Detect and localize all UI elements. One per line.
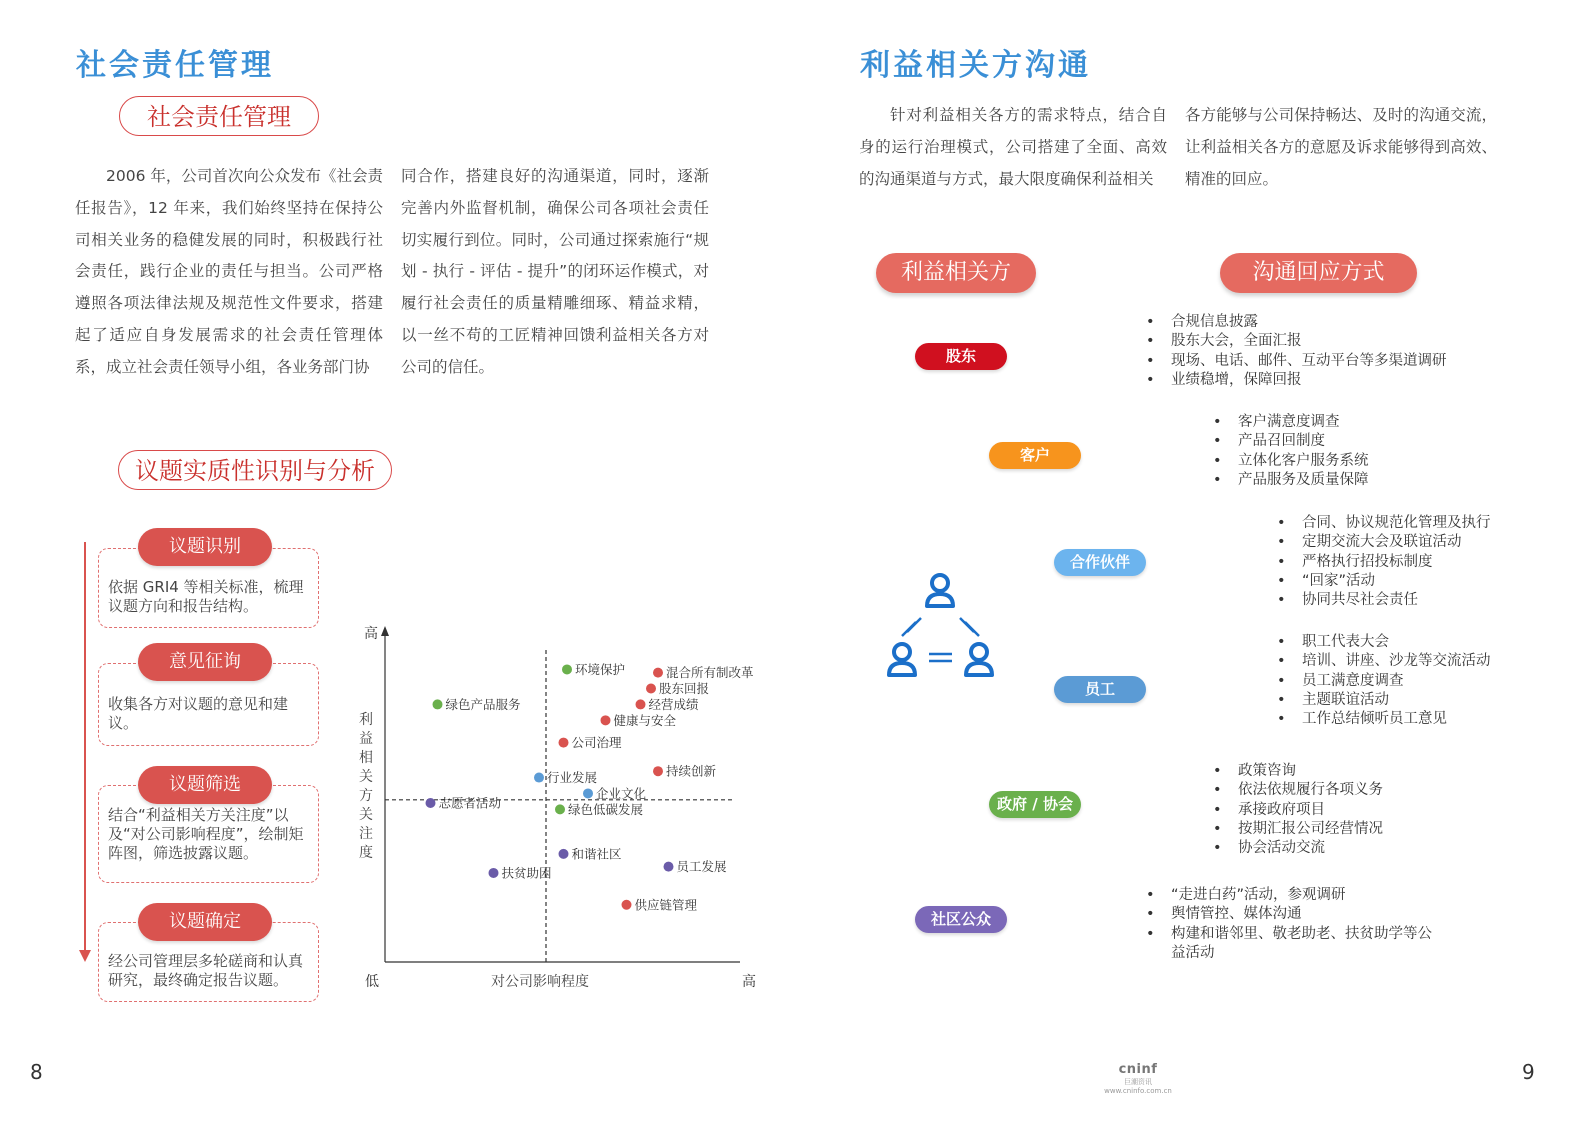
data-point-label: 员工发展 bbox=[676, 859, 727, 875]
step-label: 意见征询 bbox=[138, 643, 272, 681]
stakeholder-paragraph-col1: 针对利益相关各方的需求特点，结合自身的运行治理模式，公司搭建了全面、高效的沟通渠道与方式，最大限度确保利益相关 bbox=[859, 106, 1167, 188]
list-item: • 培训、讲座、沙龙等交流活动 bbox=[1274, 652, 1574, 671]
data-point-label: 供应链管理 bbox=[634, 897, 698, 913]
data-point-label: 绿色低碳发展 bbox=[568, 801, 644, 817]
step-description: 依据 GRI4 等相关标准，梳理议题方向和报告结构。 bbox=[108, 578, 304, 615]
data-point bbox=[534, 773, 544, 783]
data-point bbox=[664, 862, 674, 872]
people-network-icon bbox=[880, 566, 1000, 686]
left-page-title: 社会责任管理 bbox=[76, 48, 274, 83]
footer-sub: 巨潮资讯 bbox=[1124, 1078, 1152, 1086]
csr-paragraph-col2: 同合作，搭建良好的沟通渠道，同时，逐渐完善内外监督机制，确保公司各项社会责任切实履行到位。同时，公司通过探索施行“规划 - 执行 - 评估 - 提升”的闭环运作模式，对履行社会责任的质量精雕细琢、精益求精，以一丝不苟的工匠精神回馈利益相关各方对公司的信任。 bbox=[401, 167, 709, 376]
section-title-materiality: 议题实质性识别与分析 bbox=[118, 450, 392, 490]
stakeholder-community: 社区公众 bbox=[915, 906, 1007, 933]
list-item: • 严格执行招投标制度 bbox=[1274, 553, 1574, 572]
data-point bbox=[559, 849, 569, 859]
list-item: • 员工满意度调查 bbox=[1274, 672, 1574, 691]
list-item: • 产品服务及质量保障 bbox=[1210, 471, 1540, 490]
x-axis-title: 对公司影响程度 bbox=[491, 974, 589, 990]
y-axis-title: 利益相关方关注度 bbox=[359, 712, 373, 861]
y-axis-arrow bbox=[381, 626, 389, 636]
cninfo-logo bbox=[1098, 1062, 1178, 1095]
page-number-left: 8 bbox=[30, 1060, 43, 1084]
data-point-label: 和谐社区 bbox=[571, 846, 622, 862]
data-point-label: 经营成绩 bbox=[648, 696, 699, 712]
response-list-government bbox=[1210, 762, 1540, 858]
footer-url: www.cninfo.com.cn bbox=[1104, 1087, 1172, 1095]
list-item: • 业绩稳增，保障回报 bbox=[1143, 371, 1543, 390]
list-item: • 舆情管控、媒体沟通 bbox=[1143, 905, 1433, 924]
data-point bbox=[601, 715, 611, 725]
list-item: • 政策咨询 bbox=[1210, 762, 1540, 781]
header-response: 沟通回应方式 bbox=[1220, 253, 1417, 293]
page-number-right: 9 bbox=[1522, 1060, 1535, 1084]
data-point-label: 环境保护 bbox=[575, 661, 626, 677]
data-point-label: 行业发展 bbox=[547, 770, 598, 786]
step-description: 结合“利益相关方关注度”以及“对公司影响程度”，绘制矩阵图，筛选披露议题。 bbox=[108, 806, 304, 862]
y-axis-high-label: 高 bbox=[364, 626, 378, 642]
list-item: • 主题联谊活动 bbox=[1274, 691, 1574, 710]
list-item: • 协同共尽社会责任 bbox=[1274, 591, 1574, 610]
data-point bbox=[653, 668, 663, 678]
response-list-employee bbox=[1274, 633, 1574, 729]
data-point bbox=[646, 684, 656, 694]
data-point-label: 混合所有制改革 bbox=[666, 665, 754, 681]
section-title-csr: 社会责任管理 bbox=[119, 96, 319, 136]
step-description: 收集各方对议题的意见和建议。 bbox=[108, 695, 289, 732]
list-item: • 现场、电话、邮件、互动平台等多渠道调研 bbox=[1143, 352, 1543, 371]
data-point bbox=[622, 900, 632, 910]
step-label: 议题识别 bbox=[138, 528, 272, 566]
response-list-customer bbox=[1210, 413, 1540, 490]
step-label: 议题确定 bbox=[138, 903, 272, 941]
data-point-label: 股东回报 bbox=[659, 681, 710, 697]
x-axis-low-label: 低 bbox=[365, 974, 379, 990]
list-item: • 承接政府项目 bbox=[1210, 801, 1540, 820]
data-point bbox=[653, 766, 663, 776]
step-description: 经公司管理层多轮磋商和认真研究，最终确定报告议题。 bbox=[108, 952, 304, 989]
list-item: • 依法依规履行各项义务 bbox=[1210, 781, 1540, 800]
list-item: • “回家”活动 bbox=[1274, 572, 1574, 591]
data-point bbox=[583, 788, 593, 798]
data-point bbox=[555, 804, 565, 814]
response-list-shareholder bbox=[1143, 313, 1543, 390]
data-point-label: 持续创新 bbox=[666, 763, 717, 779]
header-stakeholder: 利益相关方 bbox=[876, 253, 1036, 293]
list-item: • 构建和谐邻里、敬老助老、扶贫助学等公益活动 bbox=[1143, 925, 1433, 964]
response-list-partner bbox=[1274, 514, 1574, 610]
response-list-community bbox=[1143, 886, 1433, 963]
list-item: • 股东大会，全面汇报 bbox=[1143, 332, 1543, 351]
data-point-label: 公司治理 bbox=[571, 735, 622, 751]
data-point bbox=[562, 664, 572, 674]
stakeholder-customer: 客户 bbox=[989, 442, 1081, 469]
stakeholder-paragraph-col2: 各方能够与公司保持畅达、及时的沟通交流，让利益相关各方的意愿及诉求能够得到高效、精准的回应。 bbox=[1185, 106, 1497, 188]
list-item: • 客户满意度调查 bbox=[1210, 413, 1540, 432]
data-point-label: 志愿者活动 bbox=[438, 795, 502, 811]
data-point-label: 绿色产品服务 bbox=[445, 696, 521, 712]
data-point bbox=[426, 798, 436, 808]
stakeholder-employee: 员工 bbox=[1054, 676, 1146, 703]
step-label: 议题筛选 bbox=[138, 766, 272, 804]
x-axis-high-label: 高 bbox=[742, 974, 756, 990]
process-arrow bbox=[76, 540, 96, 965]
materiality-matrix bbox=[350, 620, 790, 1000]
data-point bbox=[489, 868, 499, 878]
stakeholder-government: 政府 / 协会 bbox=[989, 791, 1081, 818]
data-point bbox=[636, 699, 646, 709]
list-item: • “走进白药”活动，参观调研 bbox=[1143, 886, 1433, 905]
data-point-label: 企业文化 bbox=[596, 785, 647, 801]
list-item: • 协会活动交流 bbox=[1210, 839, 1540, 858]
data-point-label: 扶贫助困 bbox=[501, 865, 552, 881]
list-item: • 合规信息披露 bbox=[1143, 313, 1543, 332]
data-point-label: 健康与安全 bbox=[613, 712, 677, 728]
list-item: • 按期汇报公司经营情况 bbox=[1210, 820, 1540, 839]
list-item: • 工作总结倾听员工意见 bbox=[1274, 710, 1574, 729]
list-item: • 职工代表大会 bbox=[1274, 633, 1574, 652]
list-item: • 合同、协议规范化管理及执行 bbox=[1274, 514, 1574, 533]
footer-brand: cninf bbox=[1118, 1062, 1158, 1077]
data-point bbox=[559, 738, 569, 748]
stakeholder-shareholder: 股东 bbox=[915, 343, 1007, 370]
list-item: • 立体化客户服务系统 bbox=[1210, 452, 1540, 471]
list-item: • 产品召回制度 bbox=[1210, 432, 1540, 451]
right-page-title: 利益相关方沟通 bbox=[860, 48, 1091, 83]
list-item: • 定期交流大会及联谊活动 bbox=[1274, 533, 1574, 552]
csr-paragraph-col1: 2006 年，公司首次向公众发布《社会责任报告》，12 年来，我们始终坚持在保持公司相关业务的稳健发展的同时，积极践行社会责任，践行企业的责任与担当。公司严格遵照各项法律法规及规范性文件要求，搭建起了适应自身发展需求的社会责任管理体系，成立社会责任领导小组，各业务部门协 bbox=[75, 167, 383, 376]
stakeholder-partner: 合作伙伴 bbox=[1054, 549, 1146, 576]
data-point bbox=[433, 699, 443, 709]
